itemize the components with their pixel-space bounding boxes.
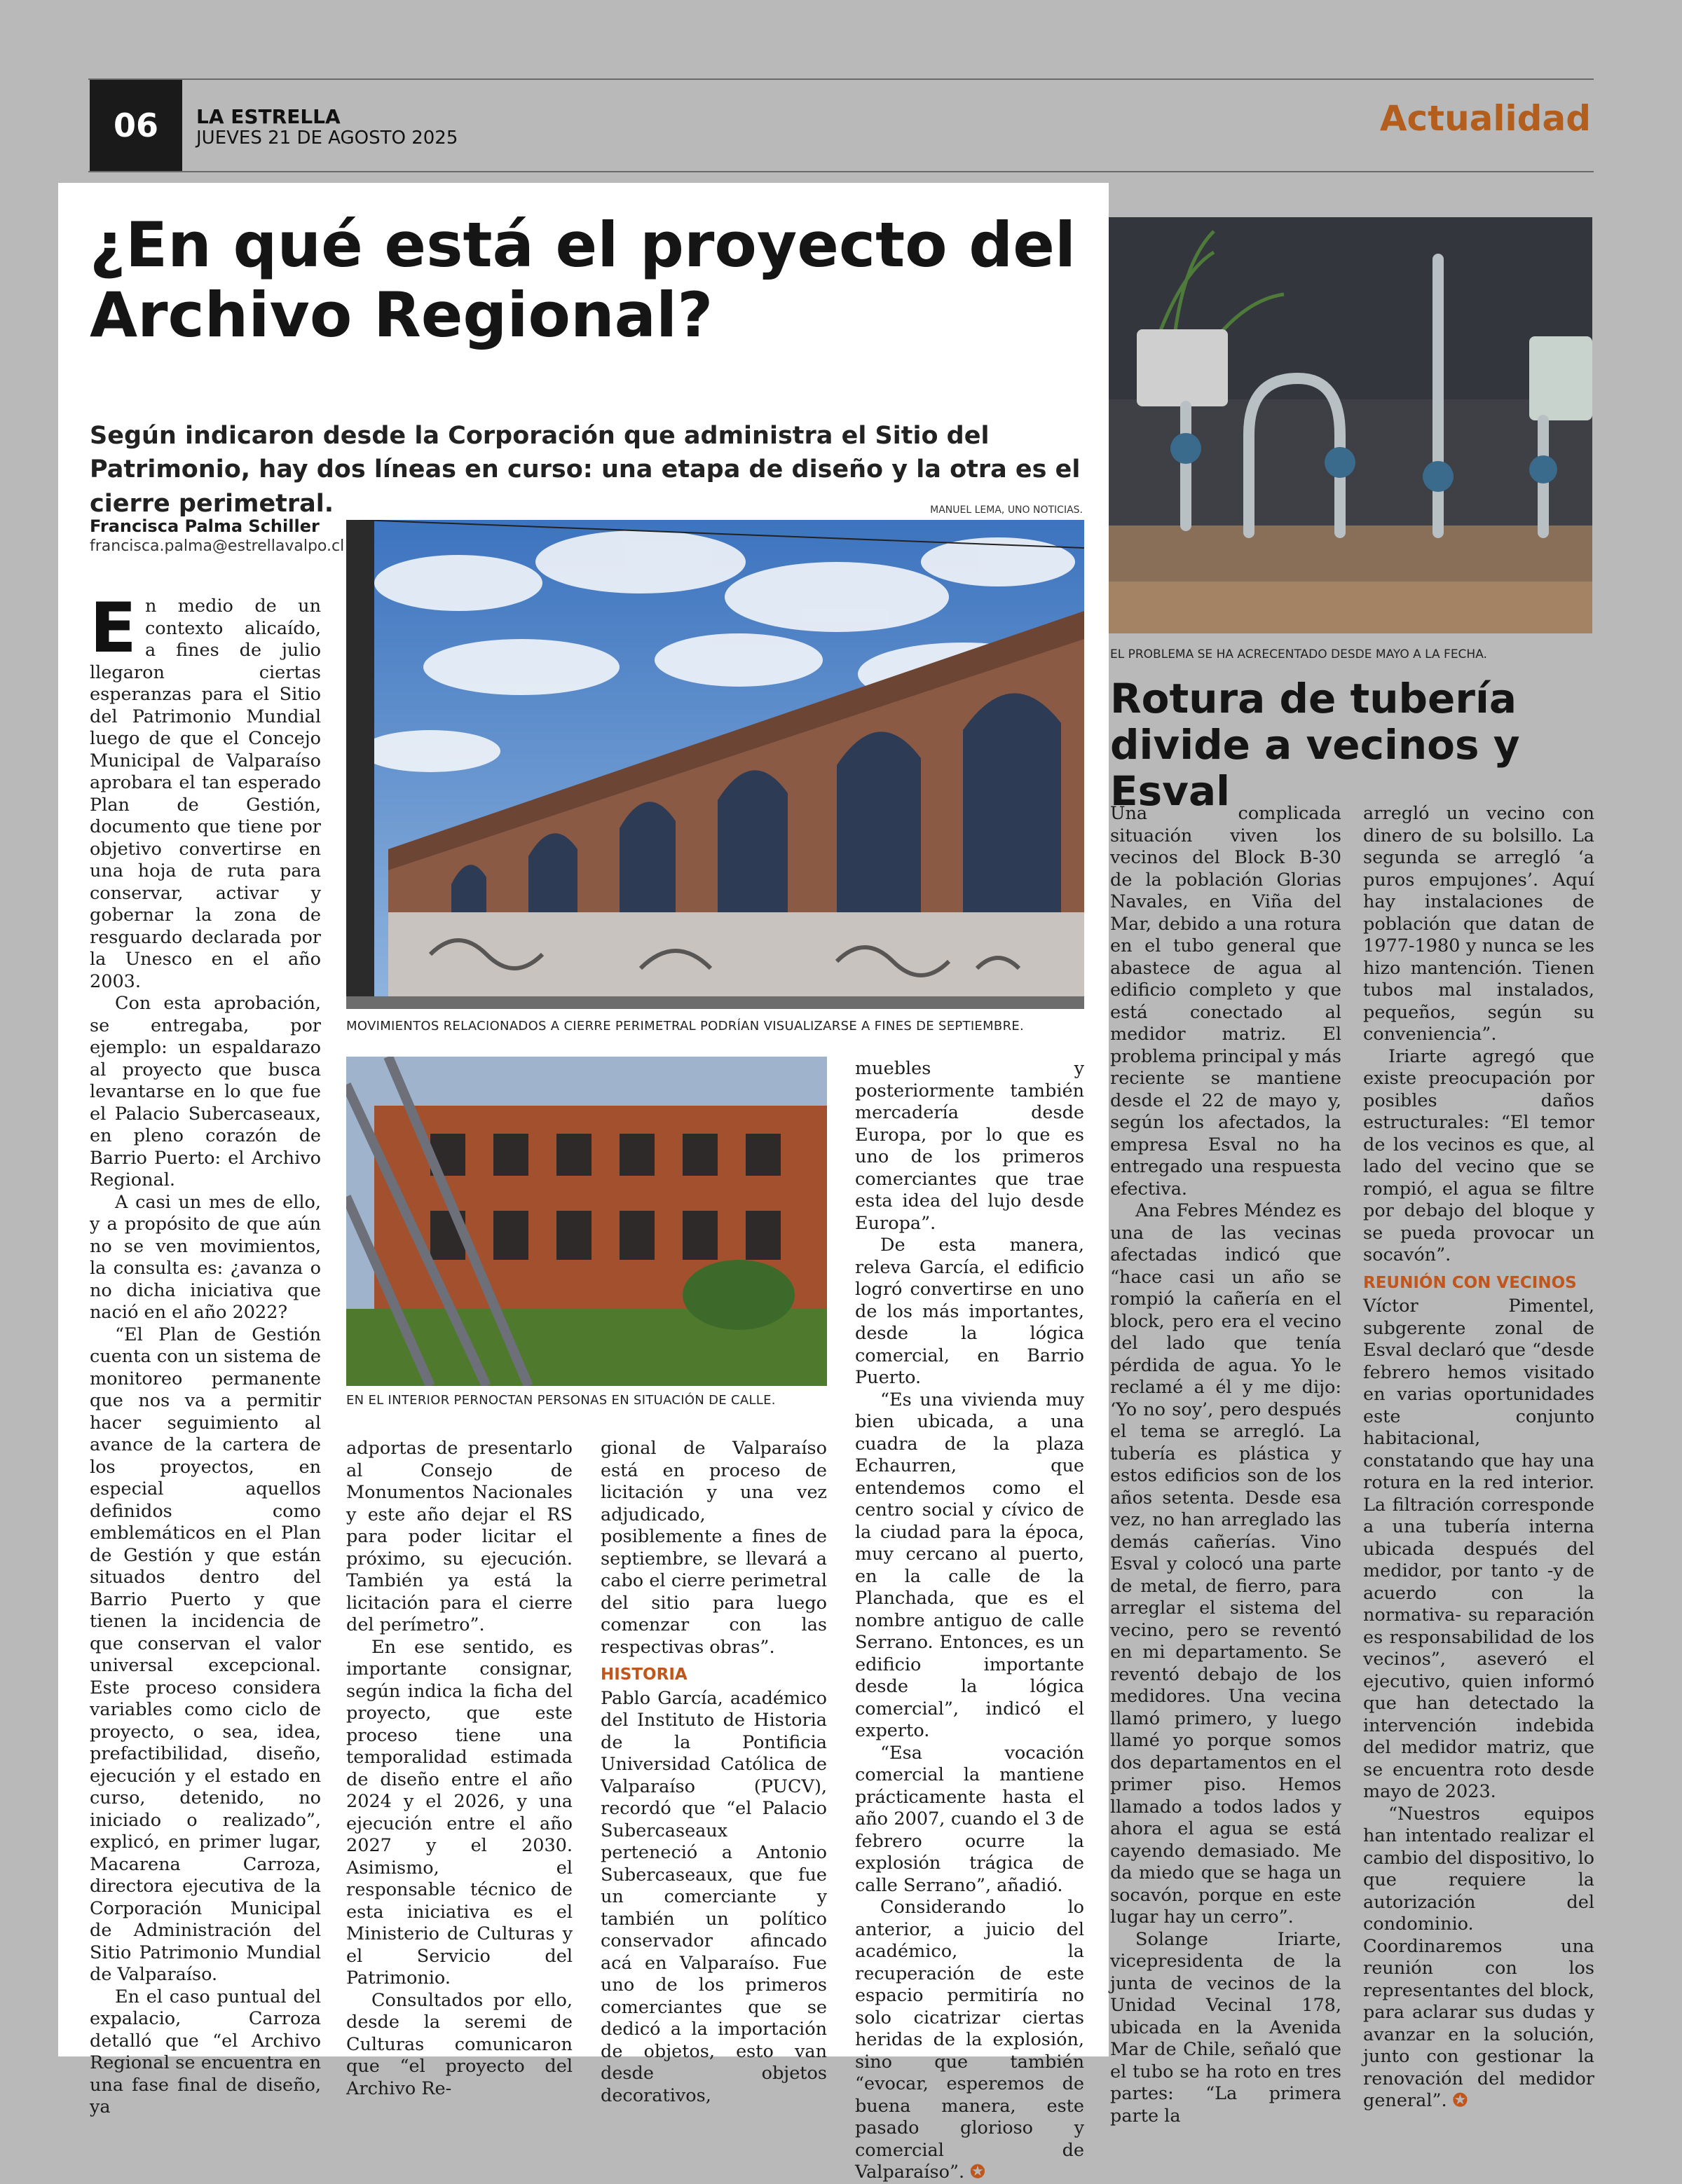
header-rule-top — [88, 78, 1594, 80]
end-mark-icon: ✪ — [970, 2162, 985, 2183]
article-lead: Según indicaron desde la Corporación que administra el Sitio del Patrimonio, hay dos líneas en curso: una etapa de diseño y la otra es el cierre perimetral. — [90, 422, 1081, 518]
side-col2-paragraph-3: Víctor Pimentel, subgerente zonal de Esval declaró que “desde febrero hemos visitado en varias oportunidades este conjunto habitacional, constatando que hay una rotura en la red interior. La filtración corresponde a una tubería interna ubicada después del medidor, por tanto -y de acuerdo con la normativa- su reparación es responsabilidad de los vecinos”, aseveró el ejecutivo, quien informó que han detectado la intervención indebida del medidor matriz, que se encuentra roto desde mayo de 2023. — [1363, 1296, 1594, 1802]
photo-caption-2: EN EL INTERIOR PERNOCTAN PERSONAS EN SITUACIÓN DE CALLE. — [346, 1393, 776, 1408]
side-end-mark-icon: ✪ — [1452, 2090, 1468, 2111]
side-col1-paragraph-2: Ana Febres Méndez es una de las vecinas afectadas indicó que “hace casi un año se rompió la cañería en el block, pero era el vecino del lado que tenía pérdida de agua. Yo le reclamé a él y me dijo: ‘Yo no soy’, pero después el tema se arregló. La tubería es plástica y estos edificios son de los años setenta. Desde esa vez, no han arreglado las demás cañerías. Vino Esval y colocó una parte de metal, de fierro, para arreglar el sistema del vecino, pero se reventó en mi departamento. Se reventó debajo de los medidores. Una vecina llamó primero, y luego llamé yo porque somos dos departamentos en el primer piso. Hemos llamado a todos lados y ahora el agua se está cayendo demasiado. Me da miedo que se haga un socavón, porque en este lugar hay un cerro”. — [1110, 1200, 1341, 1928]
publication-date: JUEVES 21 DE AGOSTO 2025 — [196, 128, 458, 149]
col1-paragraph-2: Con esta aprobación, se entregaba, por ejemplo: un espaldarazo al proyecto que busca levantarse en lo que fue el Palacio Subercaseaux, en pleno corazón de Barrio Puerto: el Archivo Regional. — [90, 993, 321, 1190]
publication-name: LA ESTRELLA — [196, 105, 341, 128]
side-photo-caption: EL PROBLEMA SE HA ACRECENTADO DESDE MAYO A LA FECHA. — [1110, 647, 1487, 661]
col4-paragraph-2: De esta manera, releva García, el edificio logró convertirse en uno de los más importantes, desde la lógica comercial, en Barrio Puerto. — [855, 1235, 1084, 1388]
col1-paragraph-1: n medio de un contexto alicaído, a fines de julio llegaron ciertas esperanzas para el Sitio del Patrimonio Mundial luego de que el Concejo Municipal de Valparaíso aprobara el tan esperado Plan de Gestión, documento que tiene por objetivo convertirse en una hoja de ruta para conservar, activar y gobernar la zona de resguardo declarada por la Unesco en el año 2003. — [90, 596, 321, 992]
side-col2-paragraph-4: “Nuestros equipos han intentado realizar el cambio del dispositivo, lo que requiere la autorización del condominio. Coordinaremos una reunión con los representantes del block, para aclarar sus dudas y avanzar en la solución, junto con gestionar la renovación del medidor general”. — [1363, 1803, 1594, 2111]
drop-cap: E — [90, 589, 137, 668]
palace-interior-photo — [346, 1057, 827, 1386]
subhead-reunion: REUNIÓN CON VECINOS — [1363, 1273, 1577, 1292]
col4-paragraph-5: Considerando lo anterior, a juicio del académico, la recuperación de este espacio permitiría no solo cicatrizar ciertas heridas de la explosión, sino que también “evocar, esperemos de buena manera, este pasado glorioso y comercial de Valparaíso”. — [855, 1897, 1084, 2183]
article-column-4 — [855, 1058, 1084, 2184]
page-number: 06 — [90, 80, 182, 171]
col2-paragraph-1: adportas de presentarlo al Consejo de Monumentos Nacionales y este año dejar el RS para poder licitar el próximo, su ejecución. También ya está la licitación para el cierre del perímetro”. — [346, 1438, 573, 1635]
col4-paragraph-1: muebles y posteriormente también mercadería desde Europa, por lo que es uno de los primeros comerciantes que trae esta idea del lujo desde Europa”. — [855, 1058, 1084, 1234]
subhead-historia: HISTORIA — [601, 1666, 688, 1684]
article-headline: ¿En qué está el proyecto del Archivo Regional? — [90, 209, 1076, 352]
col2-paragraph-2: En ese sentido, es importante consignar, según indica la ficha del proyecto, que este proceso tiene una temporalidad estimada de diseño entre el año 2024 y el 2026, y una ejecución entre el año 2027 y el 2030. Asimismo, el responsable técnico de esta iniciativa es el Ministerio de Culturas y el Servicio del Patrimonio. — [346, 1636, 573, 1989]
article-column-1 — [90, 589, 321, 2119]
photo-caption-1: MOVIMIENTOS RELACIONADOS A CIERRE PERIMETRAL PODRÍAN VISUALIZARSE A FINES DE SEPTIEMBRE. — [346, 1019, 1025, 1033]
side-col1-paragraph-1: Una complicada situación viven los vecinos del Block B-30 de la población Glorias Navales, en Viña del Mar, debido a una rotura en el tubo general que abastece de agua al edificio completo y que está conectado al medidor matriz. El problema principal y más reciente se mantiene desde el 22 de mayo y, según los afectados, la empresa Esval no ha entregado una respuesta efectiva. — [1110, 803, 1341, 1200]
col4-paragraph-3: “Es una vivienda muy bien ubicada, a una cuadra de la plaza Echaurren, que entendemos como el centro social y cívico de la ciudad para la época, muy cercano al puerto, en la calle de la Planchada, que es el nombre antiguo de calle Serrano. Entonces, es un edificio importante desde la lógica comercial”, indicó el experto. — [855, 1389, 1084, 1741]
water-meter-photo — [1109, 217, 1592, 633]
col1-paragraph-4: “El Plan de Gestión cuenta con un sistema de monitoreo permanente que nos va a permitir hacer seguimiento al avance de la cartera de los proyectos, en especial aquellos definidos como emblemáticos en el Plan de Gestión y que están situados dentro del Barrio Puerto y que tienen la incidencia de que conservan el valor universal excepcional. Este proceso considera variables como ciclo de proyecto, o sea, idea, prefactibilidad, diseño, ejecución y el estado en curso, detenido, no iniciado o realizado”, explicó, en primer lugar, Macarena Carroza, directora ejecutiva de la Corporación Municipal de Administración del Sitio Patrimonio Mundial de Valparaíso. — [90, 1324, 321, 1985]
byline-author: Francisca Palma Schiller — [90, 516, 320, 536]
col3-paragraph-1: Pablo García, académico del Instituto de Historia de la Pontificia Universidad Católica de Valparaíso (PUCV), recordó que “el Palacio Subercaseaux perteneció a Antonio Subercaseaux, que fue un comerciante y también un político conservador afincado acá en Valparaíso. Fue uno de los primeros comerciantes que se dedicó a la importación de objetos, esto van desde objetos decorativos, — [601, 1687, 827, 2106]
side-col2-paragraph-2: Iriarte agregó que existe preocupación por posibles daños estructurales: “El temor de los vecinos es que, al lado del vecino que se rompió, el agua se filtre por debajo del bloque y se pueda provocar un socavón”. — [1363, 1045, 1594, 1265]
col2-paragraph-3: Consultados por ello, desde la seremi de Culturas comunicaron que “el proyecto del Archivo Re- — [346, 1989, 573, 2099]
side-col1-paragraph-3: Solange Iriarte, vicepresidenta de la junta de vecinos de la Unidad Vecinal 178, ubicada en la Avenida Mar de Chile, señaló que el tubo se ha roto en tres partes: “La primera parte la — [1110, 1928, 1341, 2127]
section-title: Actualidad — [1379, 98, 1591, 139]
col1-paragraph-3: A casi un mes de ello, y a propósito de que aún no se ven movimientos, la consulta es: ¿avanza o no dicha iniciativa que nació en el año 2022? — [90, 1191, 321, 1323]
col4-paragraph-4: “Esa vocación comercial la mantiene prácticamente hasta el año 2007, cuando el 3 de febrero ocurre la explosión trágica de calle Serrano”, añadió. — [855, 1742, 1084, 1896]
side-col2-paragraph-1: arregló un vecino con dinero de su bolsillo. La segunda se arregló ‘a puros empujones’. Aquí hay instalaciones de población que datan de 1977-1980 y nunca se les hizo mantención. Tienen tubos mal instalados, pequeños, según su conveniencia”. — [1363, 803, 1594, 1045]
side-article-title: Rotura de tubería divide a vecinos y Esval — [1110, 675, 1520, 816]
palace-facade-photo — [346, 520, 1084, 1009]
header-rule-bottom — [88, 171, 1594, 172]
byline-email: francisca.palma@estrellavalpo.cl — [90, 537, 345, 555]
photo-credit: MANUEL LEMA, UNO NOTICIAS. — [930, 504, 1083, 516]
col3-paragraph-top: gional de Valparaíso está en proceso de licitación y una vez adjudicado, posiblemente a fines de septiembre, se llevará a cabo el cierre perimetral del sitio para luego comenzar con las respectivas obras”. — [601, 1438, 827, 1658]
article-column-3 — [601, 1438, 827, 2107]
article-column-2 — [346, 1438, 573, 2100]
col1-paragraph-5: En el caso puntual del expalacio, Carroza detalló que “el Archivo Regional se encuentra en una fase final de diseño, ya — [90, 1986, 321, 2117]
side-column-2 — [1363, 803, 1594, 2113]
side-column-1 — [1110, 803, 1341, 2127]
